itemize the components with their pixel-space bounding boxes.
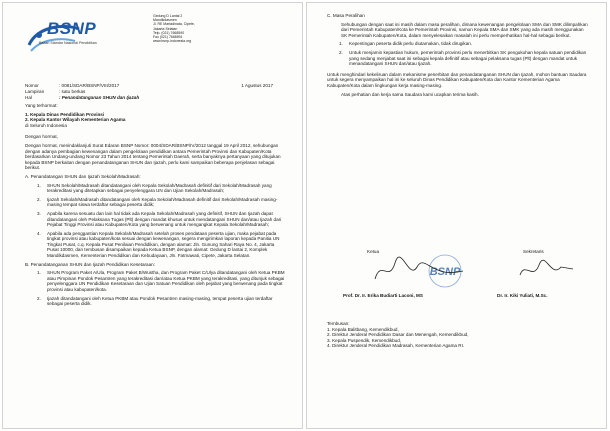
letter-meta [25,83,285,101]
list-text: SHUN Program Paket A/Ula, Program Paket B/Wustha, dan Program Paket C/Ulya ditandatangani oleh Ketua PKBM atau Pimpinan Pondok Pesantren yang terakreditasi dan/atau Ketua PKBM yang terakreditasi, yang ditunjuk sebagai penyelenggara UN Pendidikan Kesetaraan dan Ujian Satuan Pendidikan oleh pejabat yang berwenang pada tingkat provinsi atau kabupaten/kota. [47,270,285,293]
list-number: 1. [37,270,41,276]
sekretaris-label: Sekretaris [523,249,544,254]
addressee-item: 2. Kepala Kantor Wilayah Kementerian Agama [25,117,126,123]
section-b-heading: B. Penandatanganan SHUN dan Ijazah Pendidikan Kesetaraan: [25,261,155,267]
address-line: Gedung D Lantai 2 [153,14,183,18]
addressee-item: 1. Kepala Dinas Pendidikan Provinsi [25,111,105,117]
list-item [25,211,287,228]
address-line: Jakarta Selatan [153,26,178,31]
list-text: Apabila ada penggantian Kepala Sekolah/Madrasah setelah proses pendataan peserta ujian, maka pejabat pada tingkat provinsi atau kabupaten/kota sesuai dengan kewenangan, segera mengirimkan laporan kepada Panitia UN Tingkat Pusat, c.q. Kepala Pusat Penilaian Pendidikan, dengan alamat: Jln. Gunung Sahari Raya No. 4, Jakarta Pusat 10000, dan tembusan disampaikan kepada Ketua BSNP, dengan alamat: Gedung D lantai 2, Komplek Mandikdasmen, Kementerian Pendidikan dan Kebudayaan, Jln. Fatmawati, Cipete, Jakarta Selatan. [47,230,280,259]
ketua-label: Ketua [367,249,380,254]
nomor-value: : 0081/SDAR/BSNP/VIII/2017 [59,83,120,88]
address-line: www.bsnp-indonesia.org [153,39,192,44]
tembusan-item: 2. Direktur Jenderal Pendidikan Dasar dan Menengah, Kemendikbud, [327,332,469,338]
sekretaris-name: Dr. Ir. Kiki Yuliati, M.Sc. [497,293,548,298]
list-item [25,296,287,307]
hal-label: Hal [25,95,32,100]
letter-date: 1 Agustus 2017 [241,83,273,88]
list-text: SHUN Sekolah/Madrasah ditandatangani oleh Kepala Sekolah/Madrasah definitif dari Sekolah/Madrasah yang terakreditasi yang ditetapkan sebagai penyelenggara UN dan Ujian Sekolah/Madrasah; [47,182,272,194]
greeting: Dengan hormat, [25,134,58,140]
addressee-place: di Seluruh Indonesia [25,122,67,128]
address-line: Fax (021) 7668591 [153,35,183,40]
list-number: 2. [37,295,41,301]
list-text: Apabila karena sesuatu dan lain hal tidak ada Kepala Sekolah/Madrasah yang definitif, SHUN dan Ijazah dapat ditandatangani oleh Pelaksana Tugas (Plt) dengan mandat khusus untuk mendatangani SHUN dan/atau Ijazah dari Pejabat Tinggi Provinsi atau Kabupaten/Kota yang berwenang untuk mengangkat Kepala Sekolah/Madrasah; [47,210,282,228]
letterhead [3,3,303,75]
list-item [25,231,287,259]
letter-page-2 [306,2,607,429]
list-item [25,270,287,292]
addressee-intro: Yang terhormat: [25,103,58,108]
tembusan-item: 3. Kepala Puspendik, Kemendikbud, [327,337,402,343]
list-number: 2. [37,196,41,202]
list-item [327,50,589,67]
list-item [25,197,287,208]
letter-body-left [25,103,287,310]
list-number: 2. [339,49,343,55]
letterhead-address [153,14,243,43]
list-item [25,183,287,194]
tembusan-item: 1. Kepala Balitbang, Kemendikbud, [327,326,399,332]
list-item [327,41,589,47]
lampiran-label: Lampiran [25,89,45,94]
svg-text:BSNP: BSNP [429,266,461,278]
address-line: Mandikdasmen [153,18,177,23]
ketua-name: Prof. Dr. Ir. Erika Budiarti Laconi, MS [343,293,423,298]
address-line: Telp. (021) 7668590 [153,30,185,35]
tembusan-item: 4. Direktur Jenderal Pendidikan Madrasah, Kementerian Agama RI. [327,343,465,349]
agency-name: Badan Standar Nasional Pendidikan [39,41,97,45]
closing-thanks: Atas perhatian dan kerja sama Saudara kami ucapkan terima kasih. [341,91,479,97]
section-a-heading: A. Penandatangan SHUN dan Ijazah Sekolah/Madrasah: [25,173,141,179]
section-c-heading: C. Masa Peralihan [327,13,365,18]
hal-row [25,95,285,101]
list-text: Kepentingan peserta didik perlu diutamakan, tidak dirugikan. [349,41,473,47]
hal-value: : Penandatanganan SHUN dan Ijazah [59,95,140,100]
lampiran-value: : satu berkas [59,89,86,94]
list-text: Ijazah ditandatangani oleh Ketua PKBM atau Pondok Pesantren masing-masing, tempat peserta ujian terdaftar sebagai peserta didik. [47,295,273,307]
nomor-label: Nomor [25,83,39,88]
list-number: 3. [37,210,41,216]
logo-text: BSNP [47,19,97,38]
tembusan-block [327,321,589,349]
list-number: 4. [37,230,41,236]
list-text: Untuk menjamin kepastian hukum, pemerintah provinsi perlu menerbitkan SK pengukuhan kepala satuan pendidikan yang sedang menjabat saat ini sebagai kepala definitif atau sebagai pelaksana tugas (Plt) dengan mandat untuk menandatangani SHUN dan/atau Ijazah. [349,49,587,67]
letter-page-1 [2,2,303,429]
signature-block [327,249,589,309]
section-c-intro: Sehubungan dengan saat ini masih dalam masa peralihan, dimana kewenangan pengelolaan SMA dan SMK dilimpahkan dari Pemerintah Kabupaten/Kota ke Pemerintah Provinsi, namun Kepala SMA dan SMK yang ada masih menggunakan SK Pemerintah Kabupaten/Kota, dalam menyelesaikan masalah ini perlu memperhatikan hal-hal sebagai berikut. [341,21,588,38]
signature-stamp-icon [335,253,585,289]
intro-paragraph: Dengan hormat, menindaklanjuti Surat Edaran BSNP Nomor: 0004/SDAR/BSNP/IV/2012 tanggal 19 April 2012, sehubungan dengan adanya pembagian kewenangan dalam pengelolaan pendidikan antara Pemerintah Provinsi dan Kabupaten/Kota berdasarkan Undang-undang Nomor 23 Tahun 2014 tentang Pemerintah Daerah, serta banyaknya pertanyaan yang ditujukan kepada BSNP berkaitan dengan penandatanganan SHUN dan Ijazah, perlu kami sampaikan beberapa penjelasan sebagai berikut. [25,142,281,171]
letter-body-right [327,13,589,100]
list-number: 1. [339,41,343,47]
closing-paragraph: Untuk menghindari kekeliruan dalam mekanisme penerbitan dan penandatanganan SHUN dan Ijazah, mohon bantuan Saudara untuk segera menyampaikan hal ini ke seluruh Dinas Pendidikan Kabupaten/Kota dan Kantor Kementerian Agama Kabupaten/Kota dalam lingkungan kerja masing-masing. [327,71,587,88]
list-text: Ijazah Sekolah/Madrasah ditandatangani oleh Kepala Sekolah/Madrasah definitif dari Sekolah/Madrasah masing-masing tempat siswa terdaftar sebagai peserta didik; [47,196,278,208]
tembusan-label: Tembusan: [327,321,350,326]
address-line: Jl. RE Martadinata, Cipete, [153,22,195,27]
list-number: 1. [37,182,41,188]
